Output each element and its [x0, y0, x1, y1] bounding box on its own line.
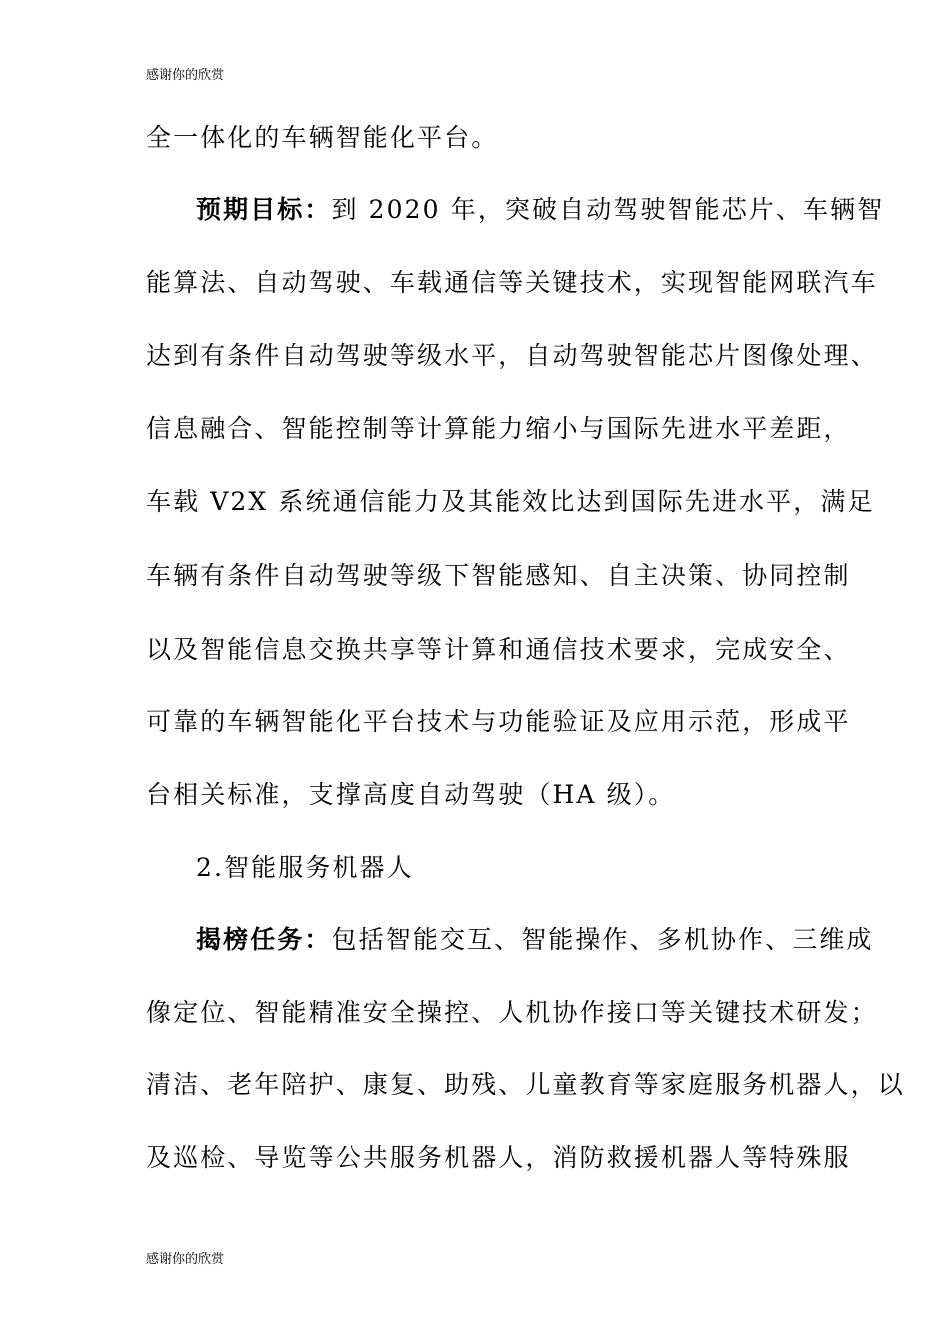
- paragraph-line: [196, 925, 874, 955]
- line-text: 及巡检、导览等公共服务机器人，消防救援机器人等特殊服: [146, 1143, 851, 1172]
- line-text: 能算法、自动驾驶、车载通信等关键技术，实现智能网联汽车: [146, 268, 878, 297]
- line-text: 包括智能交互、智能操作、多机协作、三维成: [331, 925, 874, 954]
- line-text: 清洁、老年陪护、康复、助残、儿童教育等家庭服务机器人，以: [146, 1070, 905, 1099]
- paragraph-line: [146, 998, 878, 1028]
- line-text: 达到有条件自动驾驶等级水平，自动驾驶智能芯片图像处理、: [146, 341, 878, 370]
- paragraph-line: [146, 487, 875, 517]
- paragraph-line: [146, 341, 878, 371]
- line-text: 到 2020 年，突破自动驾驶智能芯片、车辆智: [331, 195, 885, 224]
- paragraph-line: [146, 561, 851, 591]
- heading-text: 2.智能服务机器人: [196, 853, 414, 882]
- paragraph-line: [146, 707, 851, 737]
- page-footer: 感谢你的欣赏: [146, 1252, 225, 1267]
- section-heading: [196, 853, 414, 883]
- line-text: 信息融合、智能控制等计算能力缩小与国际先进水平差距，: [146, 414, 851, 443]
- line-text: 全一体化的车辆智能化平台。: [146, 123, 499, 152]
- paragraph-line: [146, 414, 851, 444]
- bold-lead: 揭榜任务：: [196, 925, 332, 954]
- paragraph-line: [146, 268, 878, 298]
- paragraph-line: [196, 195, 884, 225]
- line-text: 以及智能信息交换共享等计算和通信技术要求，完成安全、: [146, 635, 851, 664]
- page-header: 感谢你的欣赏: [146, 68, 225, 83]
- paragraph-line: [146, 635, 851, 665]
- line-text: 车载 V2X 系统通信能力及其能效比达到国际先进水平，满足: [146, 487, 875, 516]
- line-text: 车辆有条件自动驾驶等级下智能感知、自主决策、协同控制: [146, 561, 851, 590]
- line-text: 像定位、智能精准安全操控、人机协作接口等关键技术研发；: [146, 998, 878, 1027]
- line-text: 可靠的车辆智能化平台技术与功能验证及应用示范，形成平: [146, 707, 851, 736]
- paragraph-line: [146, 780, 675, 810]
- paragraph-line: [146, 123, 498, 153]
- paragraph-line: [146, 1070, 905, 1100]
- line-text: 台相关标准，支撑高度自动驾驶（HA 级）。: [146, 780, 676, 809]
- paragraph-line: [146, 1143, 851, 1173]
- bold-lead: 预期目标：: [196, 195, 332, 224]
